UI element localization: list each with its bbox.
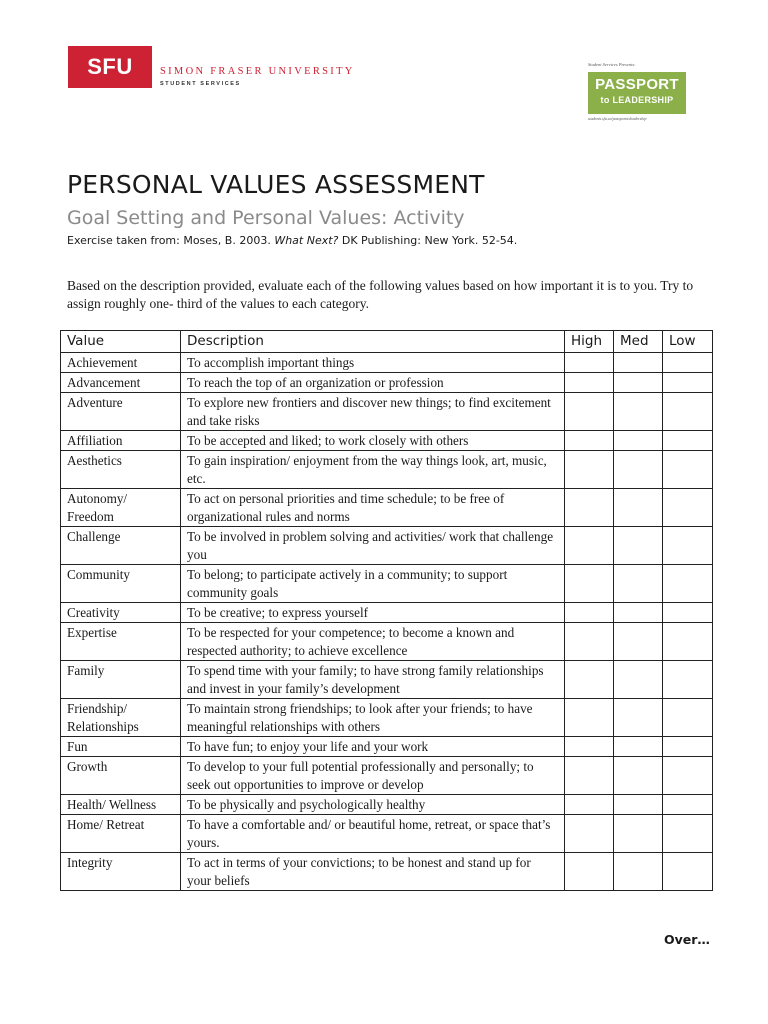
high-rating-cell[interactable] — [565, 815, 614, 853]
value-cell: Integrity — [61, 853, 181, 891]
med-rating-cell[interactable] — [614, 393, 663, 431]
value-cell: Friendship/ Relationships — [61, 699, 181, 737]
table-row — [61, 737, 713, 757]
low-rating-cell[interactable] — [663, 373, 713, 393]
med-rating-cell[interactable] — [614, 565, 663, 603]
description-cell: To be accepted and liked; to work closely with others — [181, 431, 565, 451]
value-cell: Creativity — [61, 603, 181, 623]
value-cell: Advancement — [61, 373, 181, 393]
med-rating-cell[interactable] — [614, 623, 663, 661]
med-rating-cell[interactable] — [614, 373, 663, 393]
description-cell: To accomplish important things — [181, 353, 565, 373]
badge-line1: PASSPORT — [595, 76, 679, 93]
table-row — [61, 527, 713, 565]
high-rating-cell[interactable] — [565, 795, 614, 815]
low-rating-cell[interactable] — [663, 757, 713, 795]
value-cell: Expertise — [61, 623, 181, 661]
low-rating-cell[interactable] — [663, 853, 713, 891]
source-prefix: Exercise taken from: Moses, B. 2003. — [67, 234, 275, 247]
high-rating-cell[interactable] — [565, 353, 614, 373]
med-rating-cell[interactable] — [614, 795, 663, 815]
instructions: Based on the description provided, evaluate each of the following values based on how important it is to you. Try to assign roughly one- third of the values to each category. — [67, 278, 694, 311]
values-table — [60, 330, 713, 891]
description-cell: To be creative; to express yourself — [181, 603, 565, 623]
header-description: Description — [181, 331, 565, 353]
description-cell: To develop to your full potential professionally and personally; to seek out opportunities to improve or develop — [181, 757, 565, 795]
value-cell: Adventure — [61, 393, 181, 431]
high-rating-cell[interactable] — [565, 489, 614, 527]
page-header — [68, 46, 708, 126]
high-rating-cell[interactable] — [565, 661, 614, 699]
low-rating-cell[interactable] — [663, 795, 713, 815]
badge-line2: to LEADERSHIP — [600, 95, 674, 105]
value-cell: Home/ Retreat — [61, 815, 181, 853]
header-value: Value — [61, 331, 181, 353]
med-rating-cell[interactable] — [614, 451, 663, 489]
high-rating-cell[interactable] — [565, 603, 614, 623]
high-rating-cell[interactable] — [565, 373, 614, 393]
table-row — [61, 393, 713, 431]
low-rating-cell[interactable] — [663, 393, 713, 431]
source-suffix: DK Publishing: New York. 52-54. — [338, 234, 518, 247]
value-cell: Family — [61, 661, 181, 699]
low-rating-cell[interactable] — [663, 699, 713, 737]
high-rating-cell[interactable] — [565, 853, 614, 891]
table-row — [61, 603, 713, 623]
description-cell: To act on personal priorities and time schedule; to be free of organizational rules and norms — [181, 489, 565, 527]
low-rating-cell[interactable] — [663, 661, 713, 699]
med-rating-cell[interactable] — [614, 699, 663, 737]
value-cell: Aesthetics — [61, 451, 181, 489]
value-cell: Autonomy/ Freedom — [61, 489, 181, 527]
low-rating-cell[interactable] — [663, 527, 713, 565]
badge-url: students.sfu.ca/passporttoleadership — [588, 116, 647, 121]
table-row — [61, 699, 713, 737]
low-rating-cell[interactable] — [663, 489, 713, 527]
table-row — [61, 661, 713, 699]
med-rating-cell[interactable] — [614, 603, 663, 623]
high-rating-cell[interactable] — [565, 737, 614, 757]
table-row — [61, 853, 713, 891]
table-header-row — [61, 331, 713, 353]
page-subtitle: Goal Setting and Personal Values: Activity — [67, 207, 465, 229]
table-row — [61, 451, 713, 489]
page-title: PERSONAL VALUES ASSESSMENT — [67, 170, 485, 199]
header-med: Med — [614, 331, 663, 353]
value-cell: Health/ Wellness — [61, 795, 181, 815]
description-cell: To act in terms of your convictions; to be honest and stand up for your beliefs — [181, 853, 565, 891]
low-rating-cell[interactable] — [663, 451, 713, 489]
description-cell: To belong; to participate actively in a community; to support community goals — [181, 565, 565, 603]
department-name: STUDENT SERVICES — [160, 81, 241, 87]
sfu-logo-text: SFU — [87, 54, 133, 79]
badge-top-text: Student Services Presents: — [588, 62, 636, 67]
passport-to-leadership-logo — [588, 62, 688, 122]
low-rating-cell[interactable] — [663, 737, 713, 757]
table-row — [61, 815, 713, 853]
source-book-title: What Next? — [274, 234, 339, 247]
value-cell: Growth — [61, 757, 181, 795]
description-cell: To be physically and psychologically healthy — [181, 795, 565, 815]
value-cell: Community — [61, 565, 181, 603]
med-rating-cell[interactable] — [614, 353, 663, 373]
source-citation — [67, 234, 517, 247]
med-rating-cell[interactable] — [614, 489, 663, 527]
med-rating-cell[interactable] — [614, 527, 663, 565]
low-rating-cell[interactable] — [663, 431, 713, 451]
high-rating-cell[interactable] — [565, 699, 614, 737]
table-row — [61, 757, 713, 795]
med-rating-cell[interactable] — [614, 431, 663, 451]
high-rating-cell[interactable] — [565, 565, 614, 603]
description-cell: To gain inspiration/ enjoyment from the way things look, art, music, etc. — [181, 451, 565, 489]
over-footer: Over… — [664, 932, 710, 947]
high-rating-cell[interactable] — [565, 451, 614, 489]
description-cell: To reach the top of an organization or profession — [181, 373, 565, 393]
low-rating-cell[interactable] — [663, 815, 713, 853]
university-name: SIMON FRASER UNIVERSITY — [160, 66, 355, 77]
header-low: Low — [663, 331, 713, 353]
table-row — [61, 431, 713, 451]
table-row — [61, 795, 713, 815]
table-row — [61, 373, 713, 393]
value-cell: Achievement — [61, 353, 181, 373]
header-high: High — [565, 331, 614, 353]
high-rating-cell[interactable] — [565, 393, 614, 431]
table-row — [61, 353, 713, 373]
table-row — [61, 623, 713, 661]
table-row — [61, 565, 713, 603]
low-rating-cell[interactable] — [663, 353, 713, 373]
low-rating-cell[interactable] — [663, 603, 713, 623]
value-cell: Challenge — [61, 527, 181, 565]
low-rating-cell[interactable] — [663, 565, 713, 603]
description-cell: To have fun; to enjoy your life and your work — [181, 737, 565, 757]
table-body — [61, 353, 713, 891]
high-rating-cell[interactable] — [565, 431, 614, 451]
med-rating-cell[interactable] — [614, 815, 663, 853]
description-cell: To explore new frontiers and discover new things; to find excitement and take risks — [181, 393, 565, 431]
description-cell: To spend time with your family; to have strong family relationships and invest in your family’s development — [181, 661, 565, 699]
description-cell: To have a comfortable and/ or beautiful home, retreat, or space that’s yours. — [181, 815, 565, 853]
sfu-logo — [68, 46, 152, 88]
high-rating-cell[interactable] — [565, 527, 614, 565]
med-rating-cell[interactable] — [614, 737, 663, 757]
table-row — [61, 489, 713, 527]
description-cell: To be respected for your competence; to become a known and respected authority; to achieve excellence — [181, 623, 565, 661]
value-cell: Affiliation — [61, 431, 181, 451]
low-rating-cell[interactable] — [663, 623, 713, 661]
description-cell: To maintain strong friendships; to look after your friends; to have meaningful relationships with others — [181, 699, 565, 737]
description-cell: To be involved in problem solving and activities/ work that challenge you — [181, 527, 565, 565]
high-rating-cell[interactable] — [565, 623, 614, 661]
high-rating-cell[interactable] — [565, 757, 614, 795]
med-rating-cell[interactable] — [614, 661, 663, 699]
med-rating-cell[interactable] — [614, 757, 663, 795]
med-rating-cell[interactable] — [614, 853, 663, 891]
passport-badge — [588, 72, 686, 114]
value-cell: Fun — [61, 737, 181, 757]
